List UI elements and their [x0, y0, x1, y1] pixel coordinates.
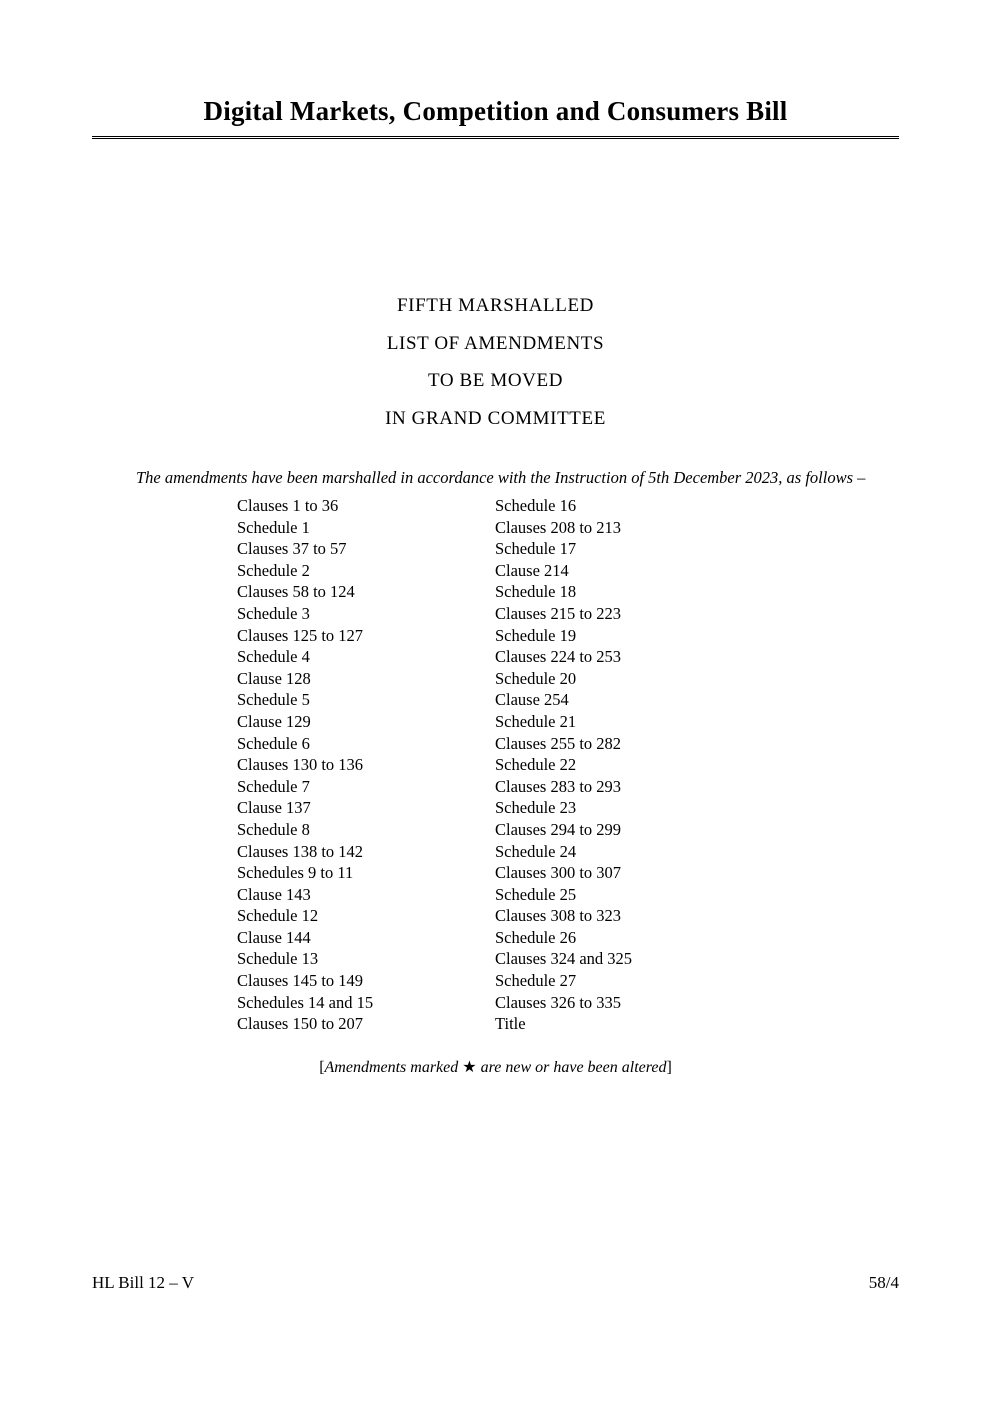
list-item: Clause 137	[237, 798, 311, 818]
list-item: Schedule 19	[495, 625, 577, 645]
list-item: Clauses 37 to 57	[237, 539, 347, 559]
heading-line-3: TO BE MOVED	[427, 370, 564, 391]
list-item: Schedules 9 to 11	[237, 863, 354, 883]
list-item: Clause 214	[495, 560, 569, 580]
instruction-text: The amendments have been marshalled in accordance with the Instruction of 5th December 2023, as follows –	[136, 468, 866, 487]
list-item: Clauses 308 to 323	[495, 906, 622, 926]
heading-block	[92, 287, 899, 437]
list-item: Clauses 224 to 253	[495, 647, 622, 667]
clause-list-column-left	[237, 495, 495, 1035]
list-item: Schedule 3	[237, 603, 310, 623]
list-item: Clause 129	[237, 711, 311, 731]
footer-page-number: 58/4	[868, 1273, 899, 1292]
list-item: Schedule 22	[495, 755, 577, 775]
list-item: Schedule 12	[237, 906, 319, 926]
footer-bill-number: HL Bill 12 – V	[92, 1273, 195, 1292]
list-item: Clauses 294 to 299	[495, 819, 622, 839]
list-item: Clauses 130 to 136	[237, 755, 364, 775]
heading-line-4: IN GRAND COMMITTEE	[385, 407, 606, 429]
star-icon: ★	[462, 1058, 477, 1076]
list-item: Schedule 25	[495, 884, 577, 904]
heading-line-1: FIFTH MARSHALLED	[397, 295, 594, 316]
list-item: Schedule 5	[237, 690, 310, 710]
list-item: Schedule 26	[495, 927, 577, 947]
list-item: Schedule 1	[237, 517, 310, 537]
list-item: Clauses 215 to 223	[495, 603, 622, 623]
list-item: Schedule 4	[237, 647, 310, 667]
list-item: Schedule 6	[237, 733, 310, 753]
list-item: Clauses 208 to 213	[495, 517, 622, 537]
clause-list	[92, 495, 899, 1035]
list-item: Clauses 300 to 307	[495, 863, 622, 883]
instruction-paragraph	[92, 467, 899, 489]
list-item: Schedule 24	[495, 841, 577, 861]
list-item: Schedules 14 and 15	[237, 992, 374, 1012]
list-item: Schedule 17	[495, 539, 577, 559]
note-close-bracket: ]	[666, 1058, 672, 1076]
list-item: Schedule 2	[237, 560, 310, 580]
list-item: Clause 143	[237, 884, 311, 904]
page-title: Digital Markets, Competition and Consumers Bill	[203, 96, 788, 126]
note-text-after-star: are new or have been altered	[476, 1058, 667, 1076]
list-item: Schedule 16	[495, 496, 577, 515]
list-item: Schedule 23	[495, 798, 577, 818]
list-item: Clause 128	[237, 668, 311, 688]
title-block	[92, 96, 899, 139]
heading-line-2: LIST OF AMENDMENTS	[386, 332, 605, 354]
list-item: Clauses 283 to 293	[495, 776, 622, 796]
list-item: Schedule 7	[237, 776, 310, 796]
list-item: Clauses 145 to 149	[237, 971, 364, 991]
list-item: Clause 254	[495, 690, 569, 710]
list-item: Clause 144	[237, 927, 311, 947]
clause-list-column-right	[495, 495, 795, 1035]
note-open-bracket: [	[319, 1058, 325, 1076]
list-item: Title	[495, 1014, 526, 1034]
list-item: Schedule 21	[495, 711, 577, 731]
list-item: Clauses 324 and 325	[495, 949, 633, 969]
list-item: Schedule 8	[237, 819, 310, 839]
list-item: Clauses 150 to 207	[237, 1014, 364, 1034]
list-item: Clauses 138 to 142	[237, 841, 364, 861]
list-item: Clauses 326 to 335	[495, 992, 622, 1012]
note-text-before-star: Amendments marked	[324, 1058, 463, 1076]
list-item: Clauses 1 to 36	[237, 496, 339, 515]
list-item: Schedule 18	[495, 582, 577, 602]
list-item: Schedule 13	[237, 949, 319, 969]
list-item: Schedule 27	[495, 971, 577, 991]
list-item: Clauses 255 to 282	[495, 733, 622, 753]
list-item: Clauses 58 to 124	[237, 582, 355, 602]
page-footer	[92, 1273, 899, 1293]
list-item: Clauses 125 to 127	[237, 625, 364, 645]
amendments-note	[92, 1057, 899, 1077]
list-item: Schedule 20	[495, 668, 577, 688]
